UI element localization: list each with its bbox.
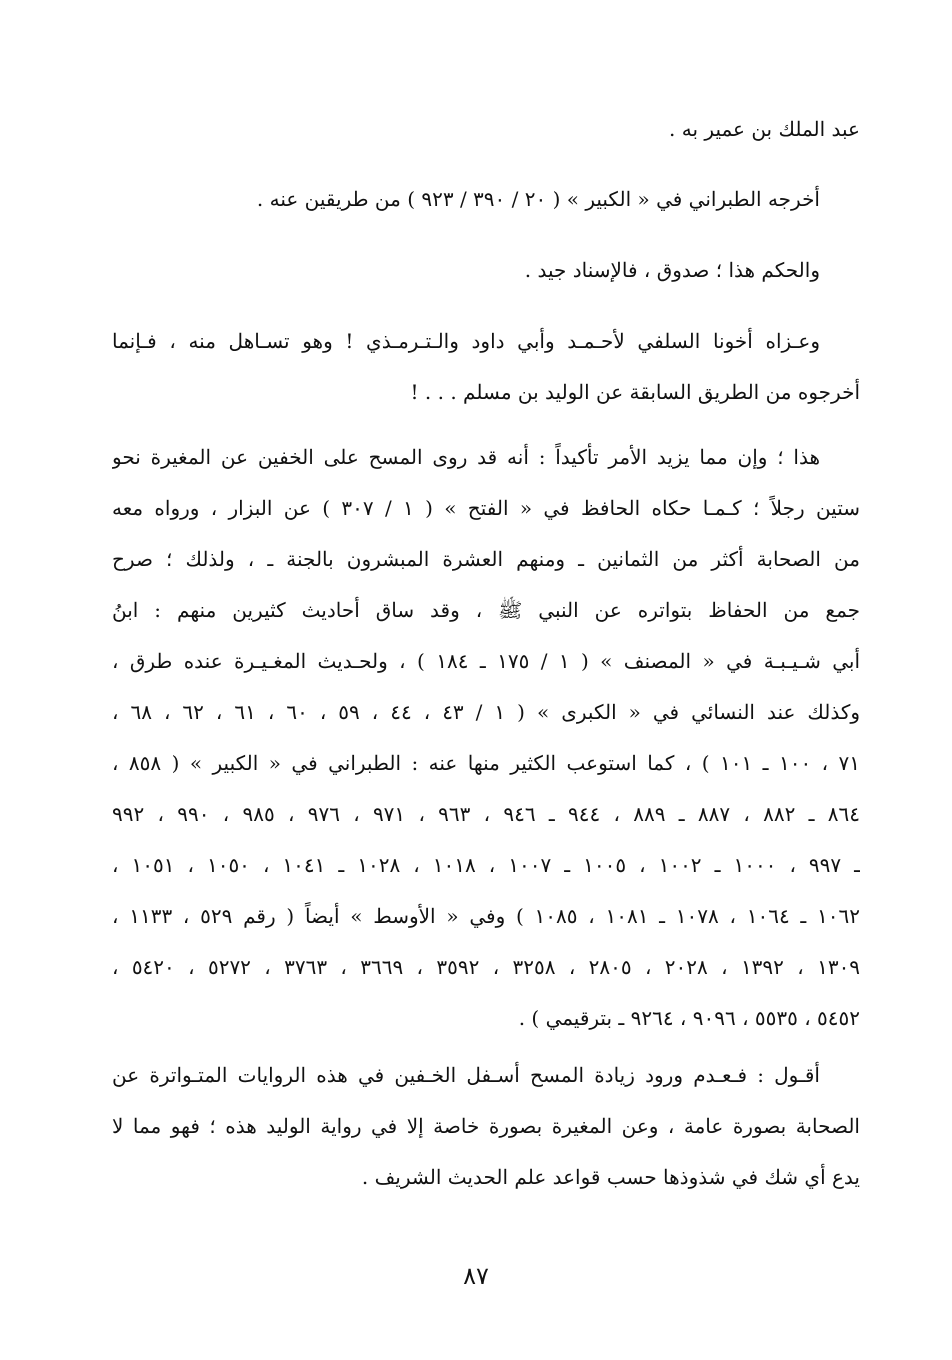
paragraph-line: ١٣٠٩ ، ١٣٩٢ ، ٢٠٢٨ ، ٢٨٠٥ ، ٣٢٥٨ ، ٣٥٩٢ ، ٣٦٦٩ ، ٣٧٦٣ ، ٥٢٧٢ ، ٥٤٢٠ ،: [112, 955, 860, 979]
paragraph-line: الصحابة بصورة عامة ، وعن المغيرة بصورة خاصة إلا في رواية الوليد هذه ؛ فهو مما لا: [112, 1114, 860, 1138]
paragraph-line: من الصحابة أكثر من الثمانين ـ ومنهم العشرة المبشرون بالجنة ـ ، ولذلك ؛ صرح: [112, 547, 860, 571]
paragraph-line: أبي شـيـبـة في « المصنف » ( ١ / ١٧٥ ـ ١٨٤ ) ، ولحـديث المغـيـرة عنده طرق ،: [112, 649, 860, 673]
paragraph-line: ٨٦٤ ـ ٨٨٢ ، ٨٨٧ ـ ٨٨٩ ، ٩٤٤ ـ ٩٤٦ ، ٩٦٣ ، ٩٧١ ، ٩٧٦ ، ٩٨٥ ، ٩٩٠ ، ٩٩٢: [112, 802, 860, 826]
paragraph-1: [112, 104, 860, 155]
paragraph-line: وكذلك عند النسائي في « الكبرى » ( ١ / ٤٣ ، ٤٤ ، ٥٩ ، ٦٠ ، ٦١ ، ٦٢ ، ٦٨ ،: [112, 700, 860, 724]
paragraph-line: أقـول : فـعـدم ورود زيادة المسح أسـفل الخـفين في هذه الروايات المتـواترة عن: [112, 1063, 820, 1087]
paragraph-4: [112, 316, 860, 418]
paragraph-line: وعـزاه أخونا السلفي لأحـمـد وأبي داود والـتـرمـذي ! وهو تسـاهل منه ، فـإنما: [112, 329, 820, 353]
paragraph-line: هذا ؛ وإن مما يزيد الأمر تأكيداً : أنه قد روى المسح على الخفين عن المغيرة نحو: [112, 445, 820, 469]
paragraph-6: [112, 1050, 860, 1203]
paragraph-5: [112, 432, 860, 1044]
paragraph-line: ٧١ ، ١٠٠ ـ ١٠١ ) ، كما استوعب الكثير منها عنه : الطبراني في « الكبير » ( ٨٥٨ ،: [112, 751, 860, 775]
page-number: ٨٧: [463, 1262, 489, 1290]
paragraph-line: عبد الملك بن عمير به .: [669, 117, 860, 141]
paragraph-line: ستين رجلاً ؛ كـمـا حكاه الحافظ في « الفتح » ( ١ / ٣٠٧ ) عن البزار ، ورواه معه: [112, 496, 860, 520]
paragraph-line: أخرجه الطبراني في « الكبير » ( ٢٠ / ٣٩٠ / ٩٢٣ ) من طريقين عنه .: [256, 187, 820, 211]
paragraph-line: والحكم هذا ؛ صدوق ، فالإسناد جيد .: [524, 258, 820, 282]
paragraph-2: [112, 174, 860, 225]
paragraph-3: [112, 245, 860, 296]
paragraph-line: ٥٤٥٢ ، ٥٥٣٥ ، ٩٠٩٦ ، ٩٢٦٤ ـ بترقيمي ) .: [518, 1006, 860, 1030]
paragraph-line: أخرجوه من الطريق السابقة عن الوليد بن مسلم . . . !: [410, 380, 860, 404]
paragraph-line: جمع من الحفاظ بتواتره عن النبي ﷺ ، وقد ساق أحاديث كثيرين منهم : ابنُ: [112, 598, 860, 622]
paragraph-line: يدع أي شك في شذوذها حسب قواعد علم الحديث الشريف .: [361, 1165, 860, 1189]
paragraph-line: ١٠٦٢ ـ ١٠٦٤ ، ١٠٧٨ ـ ١٠٨١ ، ١٠٨٥ ) وفي « الأوسط » أيضاً ( رقم ٥٢٩ ، ١١٣٣ ،: [112, 904, 860, 928]
paragraph-line: ـ ٩٩٧ ، ١٠٠٠ ـ ١٠٠٢ ، ١٠٠٥ ـ ١٠٠٧ ، ١٠١٨ ، ١٠٢٨ ـ ١٠٤١ ، ١٠٥٠ ، ١٠٥١ ،: [112, 853, 860, 877]
